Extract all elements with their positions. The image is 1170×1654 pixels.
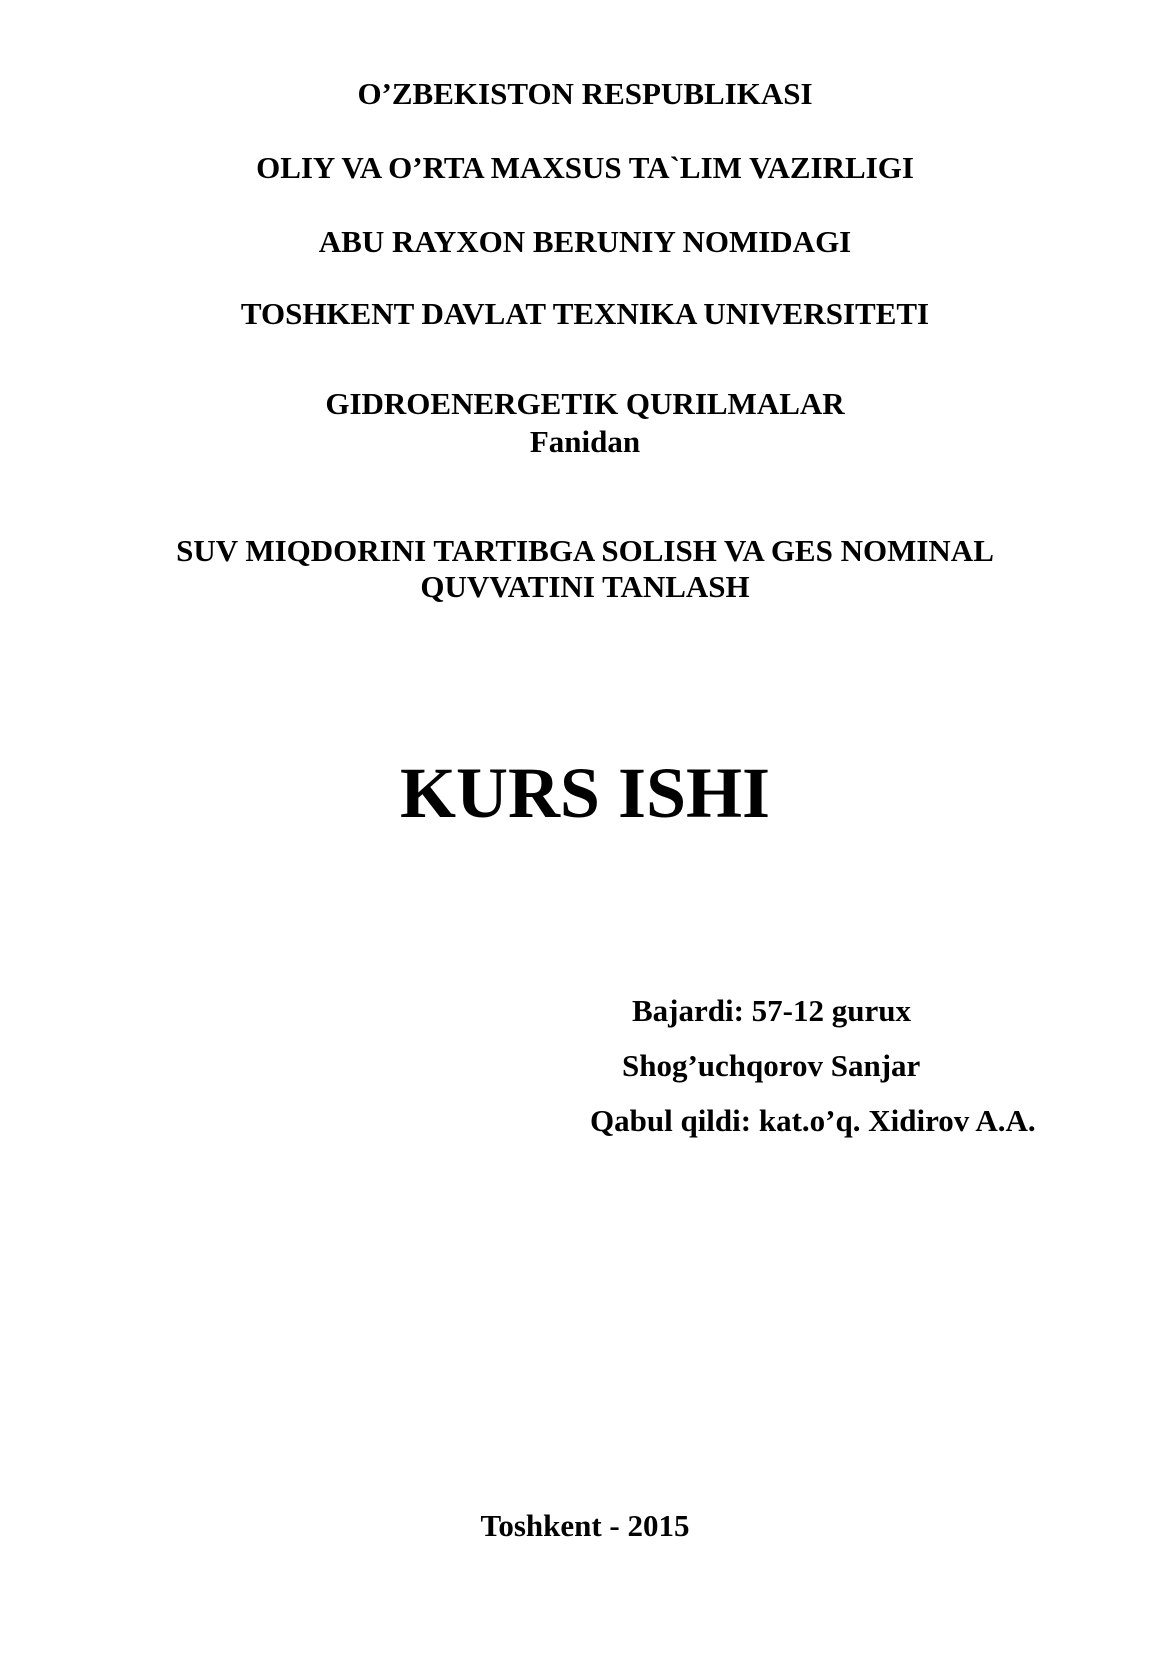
subject-name: GIDROENERGETIK QURILMALAR — [325, 386, 845, 421]
place-year: Toshkent - 2015 — [480, 1508, 690, 1543]
header-university: TOSHKENT DAVLAT TEXNIKA UNIVERSITETI — [240, 296, 930, 331]
header-named-after: ABU RAYXON BERUNIY NOMIDAGI — [318, 224, 852, 259]
student-name: Shog’uchqorov Sanjar — [622, 1048, 921, 1083]
header-ministry: OLIY VA O’RTA MAXSUS TA`LIM VAZIRLIGI — [256, 150, 914, 185]
accepted-by-label: Qabul qildi: kat.o’q. Xidirov A.A. — [590, 1103, 1036, 1138]
subject-suffix: Fanidan — [529, 424, 641, 459]
header-country: O’ZBEKISTON RESPUBLIKASI — [357, 76, 813, 111]
document-type-title: KURS ISHI — [399, 753, 771, 833]
performed-by-label: Bajardi: 57-12 gurux — [632, 993, 911, 1028]
topic-line-1: SUV MIQDORINI TARTIBGA SOLISH VA GES NOMINAL — [176, 533, 994, 568]
topic-line-2: QUVVATINI TANLASH — [420, 569, 750, 604]
